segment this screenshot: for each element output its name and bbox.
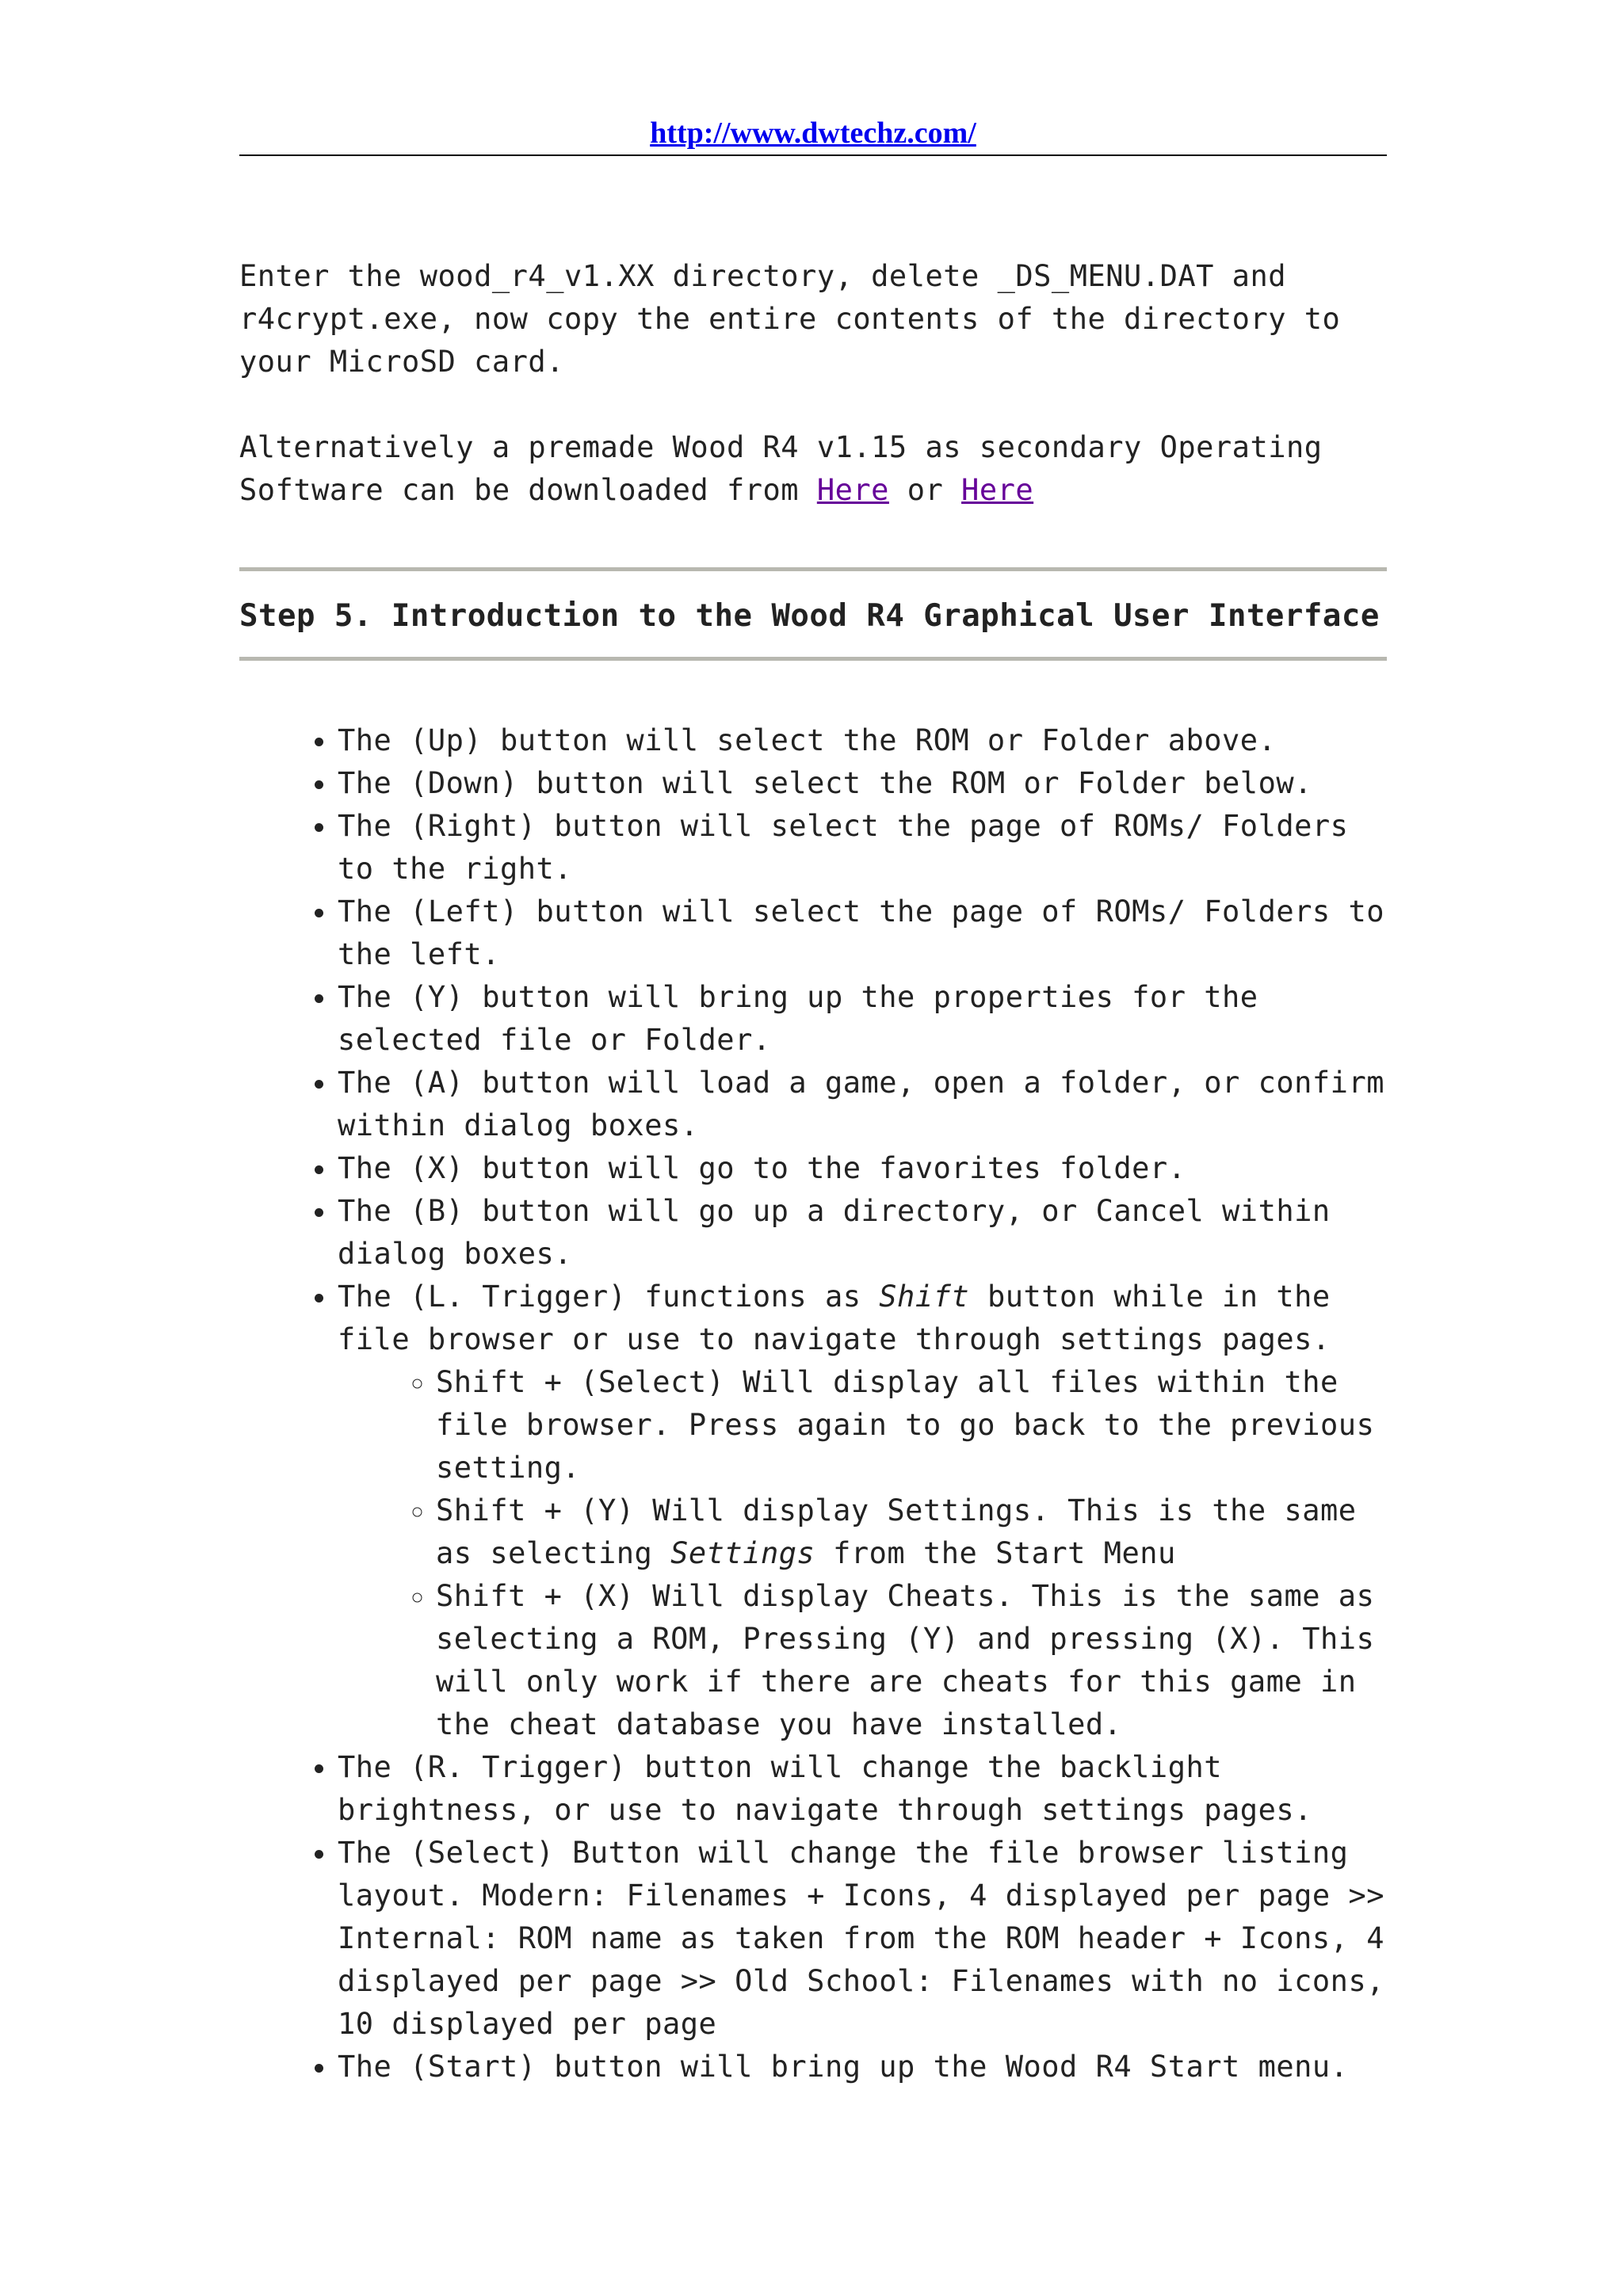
list-item: • The (R. Trigger) button will change the backlight brightness, or use to navigate through settings pages. — [338, 1746, 1387, 1832]
section-divider-bottom — [239, 657, 1387, 661]
settings-text: Shift + (Y) Will display Settings. This is the same as selecting — [436, 1493, 1357, 1570]
shift-emphasis: Shift — [879, 1280, 970, 1314]
header-url-link[interactable]: http://www.dwtechz.com/ — [650, 116, 976, 150]
list-item: • The (Select) Button will change the file browser listing layout. Modern: Filenames + Icons, 4 displayed per page >> Internal: ROM name as taken from the ROM header + Icons, 4 displayed per page >> Old School: Filenames with no icons, 10 displayed per page — [338, 1832, 1387, 2046]
document-body — [239, 255, 1387, 2088]
sublist-item-settings — [436, 1489, 1387, 1575]
list-item: • The (Down) button will select the ROM or Folder below. — [338, 762, 1387, 805]
list-item: • The (X) button will go to the favorites folder. — [338, 1147, 1387, 1190]
intro-paragraph: Enter the wood_r4_v1.XX directory, delete _DS_MENU.DAT and r4crypt.exe, now copy the entire contents of the directory to your MicroSD card. — [239, 259, 1341, 379]
step-5-heading: Step 5. Introduction to the Wood R4 Graphical User Interface — [239, 598, 1380, 634]
settings-text-end: from the Start Menu — [815, 1536, 1176, 1570]
download-paragraph — [239, 426, 1387, 512]
settings-emphasis: Settings — [670, 1536, 815, 1570]
here-link-2[interactable]: Here — [961, 473, 1034, 507]
list-item: • The (Up) button will select the ROM or Folder above. — [338, 719, 1387, 762]
page-header — [239, 116, 1387, 151]
list-item: • The (Y) button will bring up the properties for the selected file or Folder. — [338, 976, 1387, 1062]
list-item: • The (B) button will go up a directory, or Cancel within dialog boxes. — [338, 1190, 1387, 1276]
l-trigger-text-end: button while in the file browser or use to navigate through settings pages. — [338, 1280, 1331, 1356]
or-text: or — [888, 473, 962, 507]
list-item: • The (Start) button will bring up the Wood R4 Start menu. — [338, 2046, 1387, 2088]
list-item: • The (A) button will load a game, open a folder, or confirm within dialog boxes. — [338, 1062, 1387, 1147]
sublist-item: ◦ Shift + (X) Will display Cheats. This is the same as selecting a ROM, Pressing (Y) and pressing (X). This will only work if there are cheats for this game in the cheat database you have installed. — [436, 1575, 1387, 1746]
sublist-item: ◦ Shift + (Select) Will display all files within the file browser. Press again to go back to the previous setting. — [436, 1361, 1387, 1489]
list-item: • The (Left) button will select the page of ROMs/ Folders to the left. — [338, 891, 1387, 976]
l-trigger-text: The (L. Trigger) functions as — [338, 1280, 880, 1314]
list-item: • The (Right) button will select the page of ROMs/ Folders to the right. — [338, 805, 1387, 891]
button-list — [239, 719, 1387, 2088]
section-divider-top — [239, 567, 1387, 571]
list-item-l-trigger — [338, 1276, 1387, 1746]
shift-sublist — [338, 1361, 1387, 1746]
header-rule — [239, 154, 1387, 156]
here-link-1[interactable]: Here — [816, 473, 889, 507]
download-text: Alternatively a premade Wood R4 v1.15 as secondary Operating Software can be downloaded from — [239, 430, 1323, 507]
